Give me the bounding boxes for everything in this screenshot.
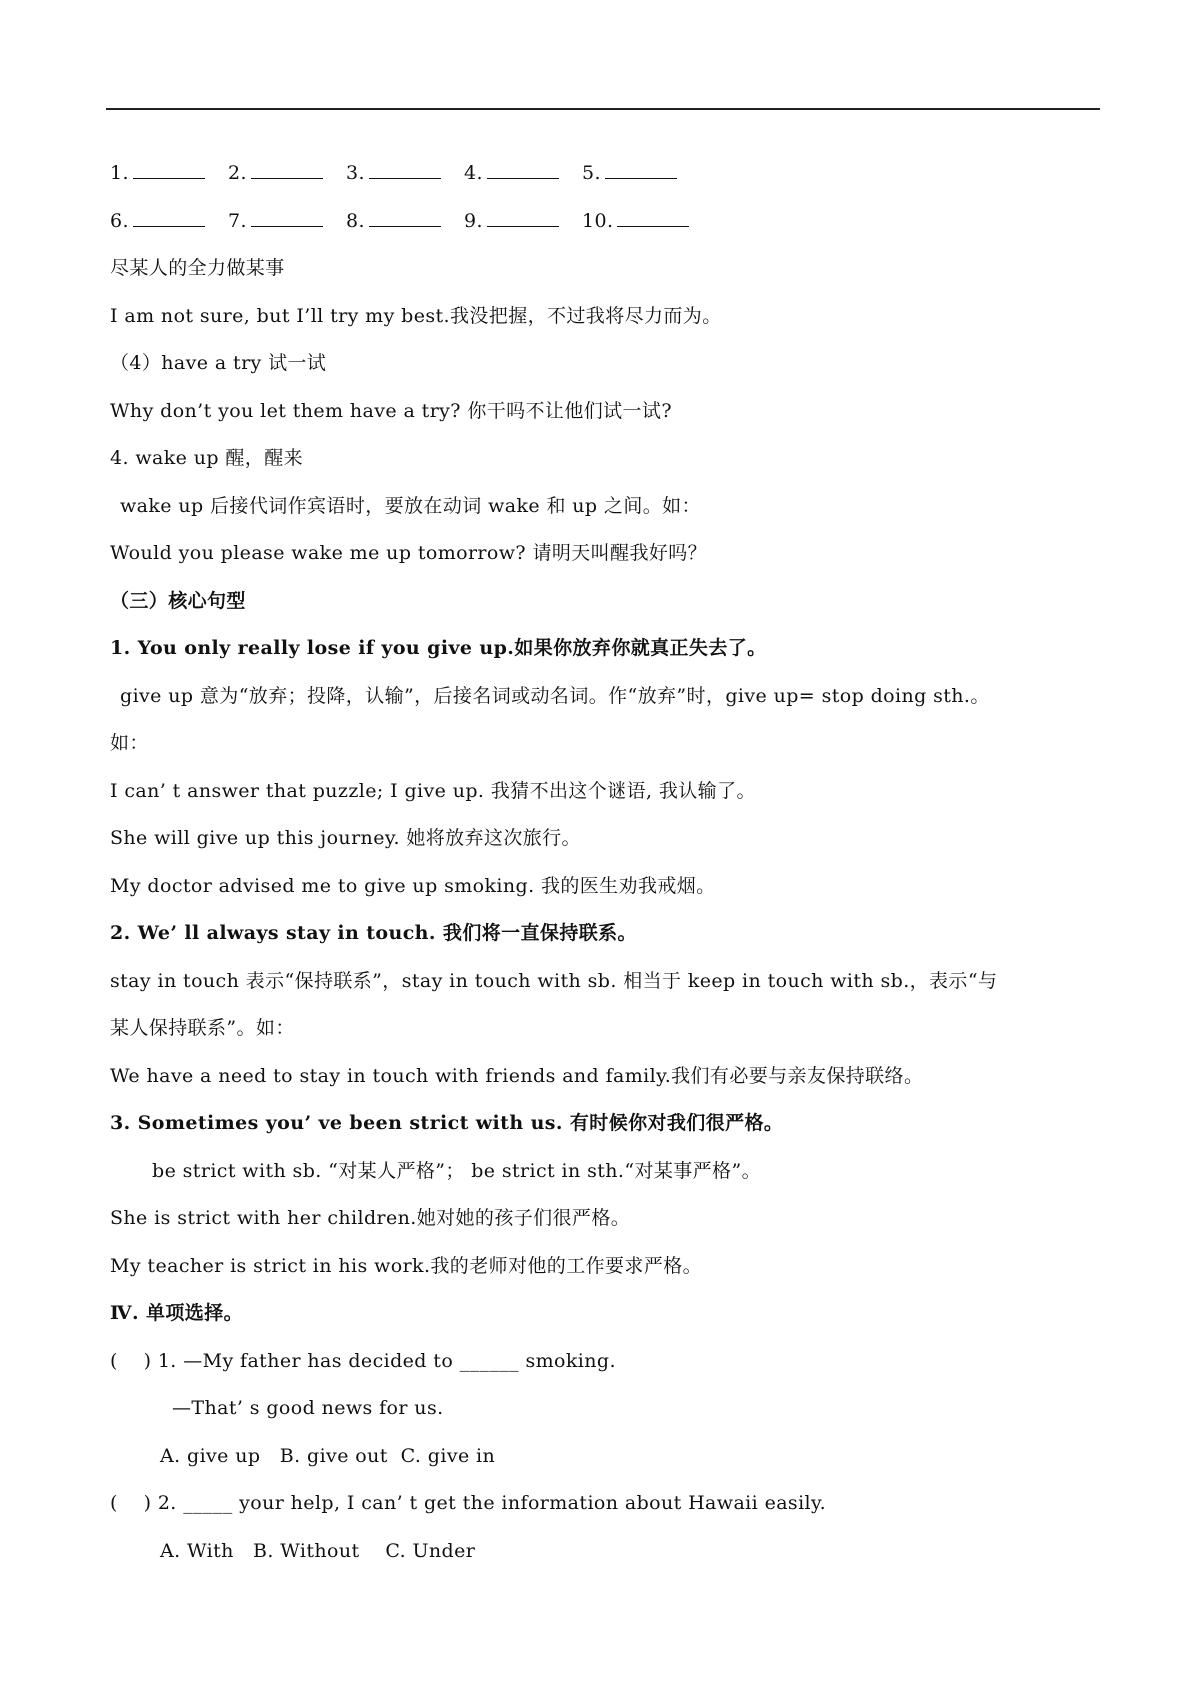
question-1: ( ) 1. —My father has decided to ______ smoking.	[110, 1349, 616, 1372]
explanation-text: 如：	[110, 732, 149, 754]
key-sentence: 3. Sometimes you’ ve been strict with us. 有时候你对我们很严格。	[110, 1112, 784, 1134]
blank-2[interactable]: 2.	[228, 150, 346, 198]
phrase-heading: 4. wake up 醒，醒来	[110, 447, 303, 469]
explanation-text: stay in touch 表示“保持联系”，stay in touch with sb. 相当于 keep in touch with sb.，表示“与	[110, 969, 998, 992]
key-sentence: 1. You only really lose if you give up.如果你放弃你就真正失去了。	[110, 637, 767, 659]
example-sentence: My doctor advised me to give up smoking. 我的医生劝我戒烟。	[110, 874, 716, 897]
question-2-options: A. With B. Without C. Under	[160, 1539, 476, 1562]
section-heading: Ⅳ. 单项选择。	[110, 1302, 243, 1324]
document-body	[110, 150, 1100, 1575]
key-sentence: 2. We’ ll always stay in touch. 我们将一直保持联系。	[110, 922, 637, 944]
example-sentence: She will give up this journey. 她将放弃这次旅行。	[110, 827, 581, 849]
explanation-text: be strict with sb. “对某人严格”； be strict in sth.“对某事严格”。	[152, 1159, 761, 1182]
header-rule	[106, 108, 1100, 110]
explanation-text: wake up 后接代词作宾语时，要放在动词 wake 和 up 之间。如：	[120, 494, 701, 517]
explanation-text: 某人保持联系”。如：	[110, 1017, 295, 1039]
blank-10[interactable]: 10.	[582, 198, 700, 246]
blank-3[interactable]: 3.	[346, 150, 464, 198]
example-sentence: I can’ t answer that puzzle; I give up. 我猜不出这个谜语, 我认输了。	[110, 779, 756, 802]
blank-7[interactable]: 7.	[228, 198, 346, 246]
example-sentence: We have a need to stay in touch with friends and family.我们有必要与亲友保持联络。	[110, 1064, 924, 1087]
example-sentence: My teacher is strict in his work.我的老师对他的工作要求严格。	[110, 1254, 703, 1277]
phrase-meaning: 尽某人的全力做某事	[110, 257, 285, 279]
question-1-options: A. give up B. give out C. give in	[160, 1444, 496, 1467]
blank-9[interactable]: 9.	[464, 198, 582, 246]
example-sentence: Why don’t you let them have a try? 你干吗不让他们试一试?	[110, 399, 672, 422]
phrase-heading: （4）have a try 试一试	[110, 352, 327, 374]
question-2: ( ) 2. _____ your help, I can’ t get the information about Hawaii easily.	[110, 1492, 827, 1514]
blank-4[interactable]: 4.	[464, 150, 582, 198]
example-sentence: I am not sure, but I’ll try my best.我没把握，不过我将尽力而为。	[110, 304, 722, 327]
question-1-response: —That’ s good news for us.	[172, 1397, 444, 1419]
answer-blanks-row-2	[110, 198, 1100, 246]
example-sentence: Would you please wake me up tomorrow? 请明天叫醒我好吗？	[110, 542, 708, 564]
section-heading: （三）核心句型	[110, 589, 246, 612]
blank-5[interactable]: 5.	[582, 150, 700, 198]
answer-blanks-row-1	[110, 150, 1100, 198]
explanation-text: give up 意为“放弃；投降，认输”，后接名词或动名词。作“放弃”时，give up= stop doing sth.。	[120, 684, 990, 707]
blank-1[interactable]: 1.	[110, 150, 228, 198]
blank-8[interactable]: 8.	[346, 198, 464, 246]
example-sentence: She is strict with her children.她对她的孩子们很严格。	[110, 1207, 631, 1229]
blank-6[interactable]: 6.	[110, 198, 228, 246]
